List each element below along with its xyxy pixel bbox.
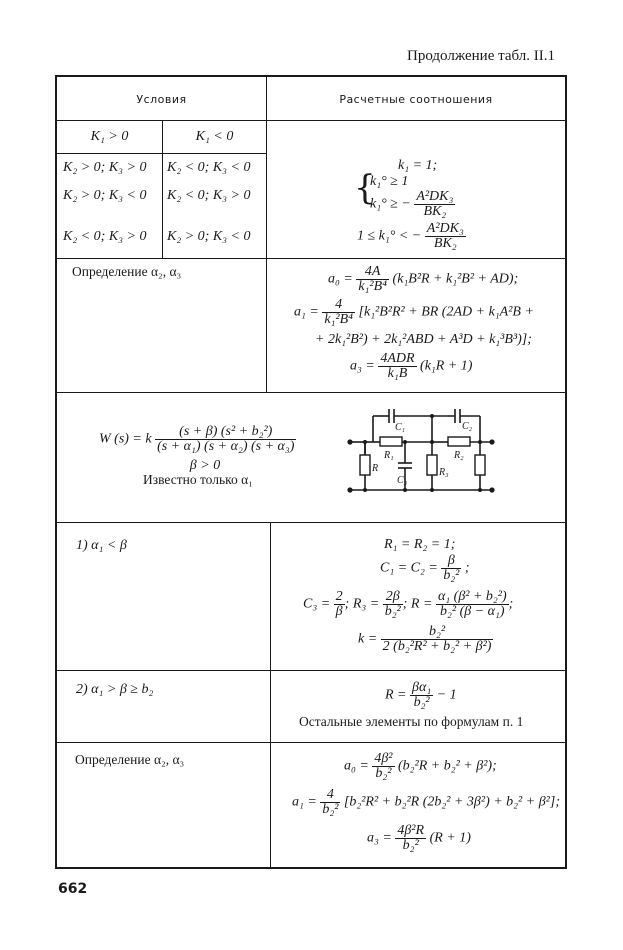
column-divider xyxy=(270,522,271,868)
k1-formula: k₁ = 1; xyxy=(398,158,438,173)
case-cell: K₂ < 0; K₃ > 0 xyxy=(63,229,147,244)
case2-label: 2) α₁ > β ≥ b₂ xyxy=(76,682,154,697)
k1s-condition: k₁° ≥ 1 xyxy=(370,174,409,189)
case1-label: 1) α₁ < β xyxy=(76,538,127,553)
circuit-label-c3: C₃ xyxy=(397,475,408,486)
a1-formula: a₁ = $\frac{4}{\text{k₁²B⁴}}$ [k₁²B²R² + BR (2AD + k₁A²B + xyxy=(294,297,534,327)
case1-line4: k = $\frac{\text{b₂²}}{\text{2 (b₂²R² + b₂² + β²)}}$ xyxy=(358,624,492,654)
k1-positive-header: K₁ > 0 xyxy=(90,129,129,144)
k1s-range: 1 ≤ k₁° < − $\frac{\text{A²DK₃}}{\text{BK₂}}$ xyxy=(357,221,464,251)
definition-label: Определение α₂, α₃ xyxy=(72,264,182,279)
def2-a0: a₀ = $\frac{\text{4β²}}{\text{b₂²}}$ (b₂²R + b₂² + β²); xyxy=(344,751,497,781)
a0-formula: a₀ = $\frac{4A}{\text{k₁²B⁴}}$ (k₁B²R + k₁²B² + AD); xyxy=(328,264,519,294)
row-separator xyxy=(55,258,566,259)
beta-condition: β > 0 xyxy=(189,458,221,473)
case-cell: K₂ < 0; K₃ < 0 xyxy=(167,160,251,175)
brace: { xyxy=(354,168,376,208)
known-note: Известно только α₁ xyxy=(143,472,253,487)
continuation-caption: Продолжение табл. II.1 xyxy=(407,48,555,64)
case-cell: K₂ > 0; K₃ > 0 xyxy=(63,160,147,175)
circuit-label-r: R xyxy=(372,463,379,474)
header-relations: Расчетные соотношения xyxy=(339,93,493,106)
circuit-label-r2: R₂ xyxy=(454,450,464,461)
def2-a1: a₁ = $\frac{4}{\text{b₂²}}$ [b₂²R² + b₂²R (2b₂² + 3β²) + b₂² + β²]; xyxy=(292,787,560,817)
circuit-label-r3: R₃ xyxy=(439,467,449,478)
circuit-label-c1: C₁ xyxy=(395,422,406,433)
case-cell: K₂ > 0; K₃ < 0 xyxy=(63,188,147,203)
row-separator xyxy=(55,120,566,121)
a1-formula-cont: + 2k₁²B²) + 2k₁²ABD + A³D + k₁³B³)]; xyxy=(315,332,532,347)
a3-formula: a₃ = $\frac{\text{4ADR}}{\text{k₁B}}$ (k₁R + 1) xyxy=(350,351,473,381)
case-cell: K₂ < 0; K₃ > 0 xyxy=(167,188,251,203)
table-border-bottom xyxy=(55,867,567,869)
header-conditions: Условия xyxy=(136,93,187,106)
row-separator xyxy=(55,392,566,393)
case1-line2: C₁ = C₂ = $\frac{\beta}{\text{b₂²}}$ ; xyxy=(380,553,470,583)
row-separator xyxy=(55,670,566,671)
row-separator xyxy=(55,522,566,523)
case-table-separator xyxy=(55,153,267,154)
page-number: 662 xyxy=(58,881,88,897)
case-cell: K₂ > 0; K₃ < 0 xyxy=(167,229,251,244)
transfer-function: W (s) = k $\frac{\text{(s + β) (s² + b₂²)}}{\text{(s + α₁) (s + α₂) (s + α₃)}}$ xyxy=(99,424,295,454)
circuit-label-r1: R₁ xyxy=(384,450,394,461)
case1-line1: R₁ = R₂ = 1; xyxy=(384,537,456,552)
table-border-left xyxy=(55,75,57,868)
table-border-top xyxy=(55,75,566,77)
circuit-label-c2: C₂ xyxy=(462,421,473,432)
case2-note: Остальные элементы по формулам п. 1 xyxy=(299,714,524,729)
k1s-condition-2: k₁° ≥ − $\frac{\text{A²DK₃}}{\text{BK₂}}$ xyxy=(370,189,454,219)
def2-a3: a₃ = $\frac{\text{4β²R}}{\text{b₂²}}$ (R + 1) xyxy=(367,823,471,853)
table-border-right xyxy=(565,75,567,868)
definition-label-2: Определение α₂, α₃ xyxy=(75,752,185,767)
k1-negative-header: K₁ < 0 xyxy=(195,129,234,144)
row-separator xyxy=(55,742,566,743)
case1-line3: C₃ = $\frac{2}{\beta}$ ; R₃ = $\frac{2\beta}{\text{b₂²}}$ ; R = $\frac{\text{α₁ (β² + b₂²)}}{\text{b₂² (β − α₁)}}$ ; xyxy=(303,589,514,619)
case2-formula: R = $\frac{\text{βα₁}}{\text{b₂²}}$ − 1 xyxy=(385,680,457,710)
column-divider xyxy=(266,75,267,393)
circuit-diagram xyxy=(340,405,502,497)
